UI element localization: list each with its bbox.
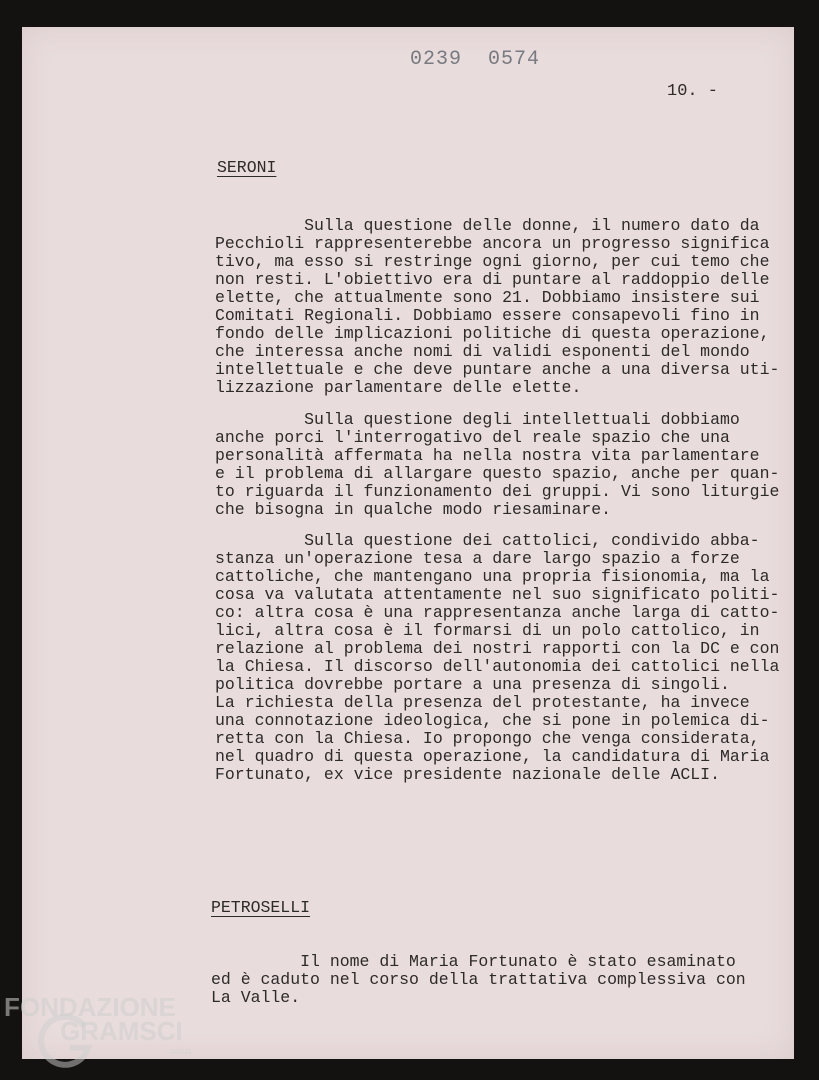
- text-line: personalità affermata ha nella nostra vita parlamentare: [215, 446, 760, 465]
- text-line: ed è caduto nel corso della trattativa complessiva con: [211, 970, 746, 989]
- text-line: Sulla questione delle donne, il numero dato da: [215, 216, 760, 235]
- text-line: e il problema di allargare questo spazio, anche per quan-: [215, 464, 780, 483]
- text-line: cattoliche, che mantengano una propria fisionomia, ma la: [215, 567, 770, 586]
- text-line: che interessa anche nomi di validi esponenti del mondo: [215, 342, 750, 361]
- text-line: co: altra cosa è una rappresentanza anche larga di catto-: [215, 603, 780, 622]
- text-line: Fortunato, ex vice presidente nazionale delle ACLI.: [215, 765, 720, 784]
- text-line: la Chiesa. Il discorso dell'autonomia dei cattolici nella: [215, 657, 780, 676]
- archive-number: 0239 0574: [410, 48, 541, 71]
- text-line: Il nome di Maria Fortunato è stato esaminato: [211, 952, 736, 971]
- text-line: La richiesta della presenza del protestante, ha invece: [215, 693, 750, 712]
- text-line: Pecchioli rappresenterebbe ancora un progresso significa: [215, 234, 770, 253]
- text-line: non resti. L'obiettivo era di puntare al raddoppio delle: [215, 270, 770, 289]
- text-line: anche porci l'interrogativo del reale spazio che una: [215, 428, 730, 447]
- text-line: to riguarda il funzionamento dei gruppi. Vi sono liturgie: [215, 482, 780, 501]
- text-line: elette, che attualmente sono 21. Dobbiamo insistere sui: [215, 288, 760, 307]
- text-line: Sulla questione degli intellettuali dobbiamo: [215, 410, 740, 429]
- fondazione-gramsci-watermark: [4, 990, 204, 1070]
- speaker-petroselli: PETROSELLI: [211, 898, 311, 917]
- text-line: una connotazione ideologica, che si pone in polemica di-: [215, 711, 770, 730]
- text-line: stanza un'operazione tesa a dare largo spazio a forze: [215, 549, 740, 568]
- text-line: retta con la Chiesa. Io propongo che venga considerata,: [215, 729, 760, 748]
- text-line: relazione al problema dei nostri rapporti con la DC e con: [215, 639, 780, 658]
- text-line: che bisogna in qualche modo riesaminare.: [215, 500, 612, 519]
- watermark-line-1: FONDAZIONE: [4, 992, 176, 1022]
- text-line: tivo, ma esso si restringe ogni giorno, per cui temo che: [215, 252, 770, 271]
- text-line: Sulla questione dei cattolici, condivido abba-: [215, 531, 760, 550]
- text-line: lizzazione parlamentare delle elette.: [215, 378, 582, 397]
- text-line: La Valle.: [211, 988, 301, 1007]
- watermark-line-3: onlus: [170, 1046, 192, 1056]
- text-line: fondo delle implicazioni politiche di questa operazione,: [215, 324, 770, 343]
- text-line: lici, altra cosa è il formarsi di un polo cattolico, in: [215, 621, 760, 640]
- watermark-line-2: GRAMSCI: [60, 1016, 183, 1046]
- text-line: intellettuale e che deve puntare anche a una diversa uti-: [215, 360, 780, 379]
- text-line: nel quadro di questa operazione, la candidatura di Maria: [215, 747, 770, 766]
- page-number: 10. -: [667, 82, 719, 101]
- speaker-seroni: SERONI: [217, 158, 277, 177]
- text-line: Comitati Regionali. Dobbiamo essere consapevoli fino in: [215, 306, 760, 325]
- text-line: cosa va valutata attentamente nel suo significato politi-: [215, 585, 780, 604]
- text-line: politica dovrebbe portare a una presenza di singoli.: [215, 675, 730, 694]
